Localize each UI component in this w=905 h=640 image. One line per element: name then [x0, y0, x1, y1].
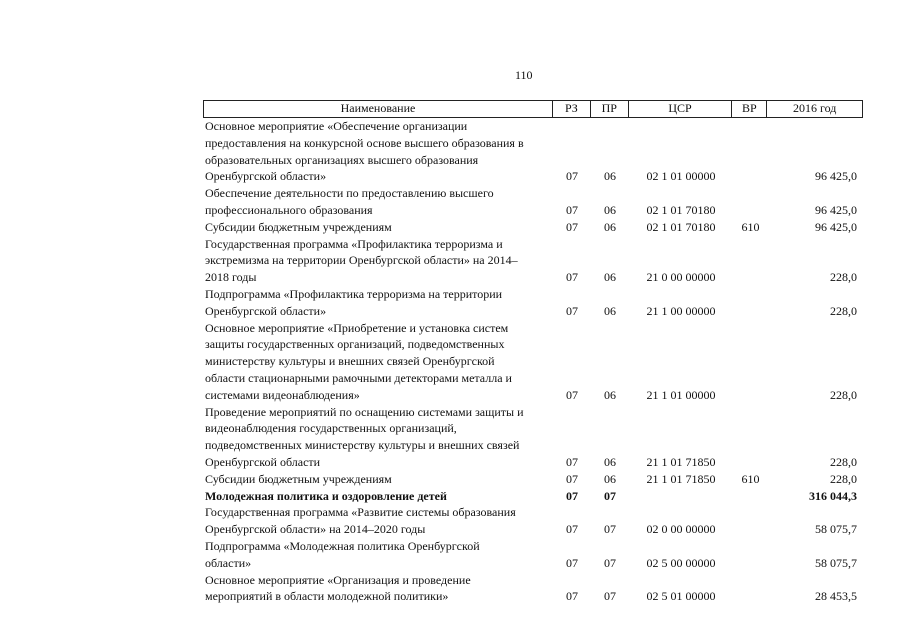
table-row — [203, 219, 863, 236]
cell-name: Проведение мероприятий по оснащению системами защиты и видеонаблюдения государственных организаций, подведомственных министерству культуры и внешних связей Оренбургской области — [205, 404, 524, 469]
cell-csr: 02 5 01 00000 — [646, 589, 716, 604]
cell-csr: 21 1 00 00000 — [646, 303, 716, 318]
cell-pr: 06 — [604, 471, 616, 486]
cell-sum: 28 453,5 — [815, 589, 857, 604]
cell-csr: 21 1 01 00000 — [646, 387, 716, 402]
budget-table — [203, 100, 863, 605]
table-row — [203, 538, 863, 572]
cell-pr: 06 — [604, 303, 616, 318]
cell-rz: 07 — [566, 270, 578, 285]
cell-pr: 07 — [604, 488, 616, 503]
cell-sum: 228,0 — [830, 387, 857, 402]
cell-csr: 02 5 00 00000 — [646, 555, 716, 570]
header-pr: ПР — [591, 101, 629, 117]
cell-sum: 228,0 — [830, 454, 857, 469]
cell-pr: 06 — [604, 219, 616, 234]
cell-csr: 02 1 01 70180 — [646, 202, 716, 217]
table-row — [203, 320, 863, 404]
cell-sum: 96 425,0 — [815, 202, 857, 217]
cell-name: Подпрограмма «Профилактика терроризма на территории Оренбургской области» — [205, 286, 503, 318]
cell-sum: 228,0 — [830, 270, 857, 285]
cell-name: Государственная программа «Профилактика терроризма и экстремизма на территории Оренбургской области» на 2014– 2018 годы — [205, 236, 518, 285]
header-rz: РЗ — [553, 101, 591, 117]
table-row — [203, 286, 863, 320]
cell-sum: 228,0 — [830, 303, 857, 318]
header-vr: ВР — [732, 101, 767, 117]
cell-pr: 07 — [604, 589, 616, 604]
cell-pr: 07 — [604, 522, 616, 537]
cell-pr: 06 — [604, 169, 616, 184]
cell-rz: 07 — [566, 169, 578, 184]
table-row — [203, 488, 863, 505]
cell-name: Государственная программа «Развитие системы образования Оренбургской области» на 2014–2020 годы — [205, 505, 516, 537]
header-sum: 2016 год — [792, 101, 837, 115]
cell-rz: 07 — [566, 202, 578, 217]
table-header — [203, 100, 863, 118]
cell-rz: 07 — [566, 589, 578, 604]
cell-sum: 316 044,3 — [809, 488, 857, 503]
cell-sum: 228,0 — [830, 471, 857, 486]
cell-rz: 07 — [566, 303, 578, 318]
header-csr: ЦСР — [629, 101, 733, 117]
cell-rz: 07 — [566, 522, 578, 537]
cell-name: Обеспечение деятельности по предоставлению высшего профессионального образования — [205, 186, 494, 217]
cell-pr: 07 — [604, 555, 616, 570]
cell-sum: 58 075,7 — [815, 522, 857, 537]
cell-name: Основное мероприятие «Приобретение и установка систем защиты государственных организаций, подведомственных министерству культуры и внешних связей Оренбургской области стационарными рамочными детекторами металла и системами видеонаблюдения» — [205, 320, 512, 402]
table-row — [203, 236, 863, 286]
cell-vr: 610 — [741, 219, 760, 234]
cell-sum: 96 425,0 — [815, 169, 857, 184]
page-number: 110 — [515, 68, 533, 82]
table-body — [203, 118, 863, 605]
cell-csr: 02 1 01 00000 — [646, 169, 716, 184]
cell-vr: 610 — [741, 471, 760, 486]
cell-name: Молодежная политика и оздоровление детей — [205, 488, 447, 503]
cell-name: Подпрограмма «Молодежная политика Оренбургской области» — [205, 538, 480, 570]
header-name: Наименование — [204, 101, 553, 117]
table-row — [203, 572, 863, 606]
cell-rz: 07 — [566, 219, 578, 234]
table-row — [203, 504, 863, 538]
cell-rz: 07 — [566, 555, 578, 570]
table-row — [203, 471, 863, 488]
cell-csr: 02 1 01 70180 — [646, 219, 716, 234]
cell-sum: 58 075,7 — [815, 555, 857, 570]
table-row — [203, 404, 863, 471]
cell-name: Субсидии бюджетным учреждениям — [205, 219, 392, 234]
table-row — [203, 118, 863, 185]
table-row — [203, 185, 863, 219]
cell-csr: 02 0 00 00000 — [646, 522, 716, 537]
cell-rz: 07 — [566, 488, 578, 503]
cell-rz: 07 — [566, 471, 578, 486]
cell-csr: 21 1 01 71850 — [646, 471, 716, 486]
cell-csr: 21 1 01 71850 — [646, 454, 716, 469]
cell-rz: 07 — [566, 454, 578, 469]
cell-name: Субсидии бюджетным учреждениям — [205, 471, 392, 486]
cell-name: Основное мероприятие «Организация и проведение мероприятий в области молодежной политики» — [205, 572, 471, 604]
cell-sum: 96 425,0 — [815, 219, 857, 234]
cell-pr: 06 — [604, 387, 616, 402]
cell-pr: 06 — [604, 202, 616, 217]
cell-name: Основное мероприятие «Обеспечение организации предоставления на конкурсной основе высшего образования в образовательных организациях высшего образования Оренбургской области» — [205, 119, 524, 184]
cell-pr: 06 — [604, 454, 616, 469]
cell-csr: 21 0 00 00000 — [646, 270, 716, 285]
cell-rz: 07 — [566, 387, 578, 402]
cell-pr: 06 — [604, 270, 616, 285]
